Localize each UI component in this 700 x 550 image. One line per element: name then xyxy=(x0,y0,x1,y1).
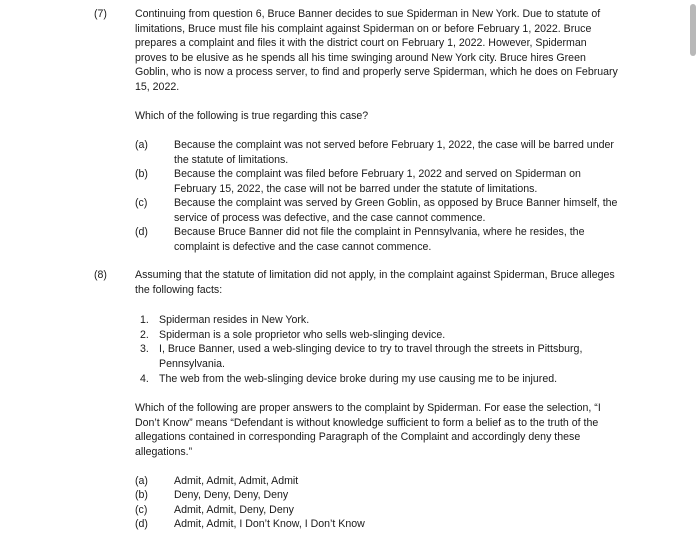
option-label: (c) xyxy=(135,504,148,516)
option-text: Because Bruce Banner did not file the complaint in Pennsylvania, where he resides, the complaint is defective and the case cannot commence. xyxy=(174,226,585,253)
option-label: (a) xyxy=(135,139,148,151)
option-text: Admit, Admit, I Don’t Know, I Don’t Know xyxy=(174,518,365,530)
option-text: Because the complaint was filed before February 1, 2022 and served on Spiderman on February 15, 2022, the case will not be barred under the statute of limitations. xyxy=(174,168,581,195)
question-7-paragraph: Continuing from question 6, Bruce Banner decides to sue Spiderman in New York. Due to statute of limitations, Bruce must file his complaint against Spiderman on or before February 1, 2022. Bruce prepares a complaint and files it with the district court on February 1, 2022. However, Spiderman proves to be elusive as he spends all his time swinging around New York city. Bruce hires Green Goblin, who is now a process server, to find and properly serve Spiderman, which he does on February 15, 2022. xyxy=(135,8,618,93)
question-8-prompt: Which of the following are proper answers to the complaint by Spiderman. For ease the selection, “I Don’t Know” means “Defendant is without knowledge sufficient to form a belief as to the truth of the allegations contained in corresponding Paragraph of the Complaint and accordingly deny these allegations.” xyxy=(135,402,601,458)
fact-number: 2. xyxy=(140,329,149,341)
option-label: (b) xyxy=(135,168,148,180)
question-7-prompt: Which of the following is true regarding this case? xyxy=(135,110,369,122)
option-text: Admit, Admit, Admit, Admit xyxy=(174,475,299,487)
fact-text: Spiderman is a sole proprietor who sells web-slinging device. xyxy=(159,329,446,341)
fact-text: I, Bruce Banner, used a web-slinging device to try to travel through the streets in Pittsburg, Pennsylvania. xyxy=(159,343,583,370)
option-label: (d) xyxy=(135,518,148,530)
question-7-number: (7) xyxy=(94,8,107,20)
fact-number: 1. xyxy=(140,314,149,326)
option-label: (c) xyxy=(135,197,148,209)
fact-text: Spiderman resides in New York. xyxy=(159,314,310,326)
fact-number: 4. xyxy=(140,373,149,385)
option-label: (b) xyxy=(135,489,148,501)
option-text: Deny, Deny, Deny, Deny xyxy=(174,489,289,501)
option-text: Admit, Admit, Deny, Deny xyxy=(174,504,294,516)
option-label: (d) xyxy=(135,226,148,238)
scrollbar-thumb[interactable] xyxy=(690,4,696,56)
option-text: Because the complaint was not served before February 1, 2022, the case will be barred under the statute of limitations. xyxy=(174,139,614,166)
question-8-number: (8) xyxy=(94,269,107,281)
option-label: (a) xyxy=(135,475,148,487)
fact-text: The web from the web-slinging device broke during my use causing me to be injured. xyxy=(159,373,558,385)
fact-number: 3. xyxy=(140,343,149,355)
option-text: Because the complaint was served by Green Goblin, as opposed by Bruce Banner himself, the service of process was defective, and the case cannot commence. xyxy=(174,197,618,224)
question-8-intro: Assuming that the statute of limitation did not apply, in the complaint against Spiderman, Bruce alleges the following facts: xyxy=(135,269,615,296)
